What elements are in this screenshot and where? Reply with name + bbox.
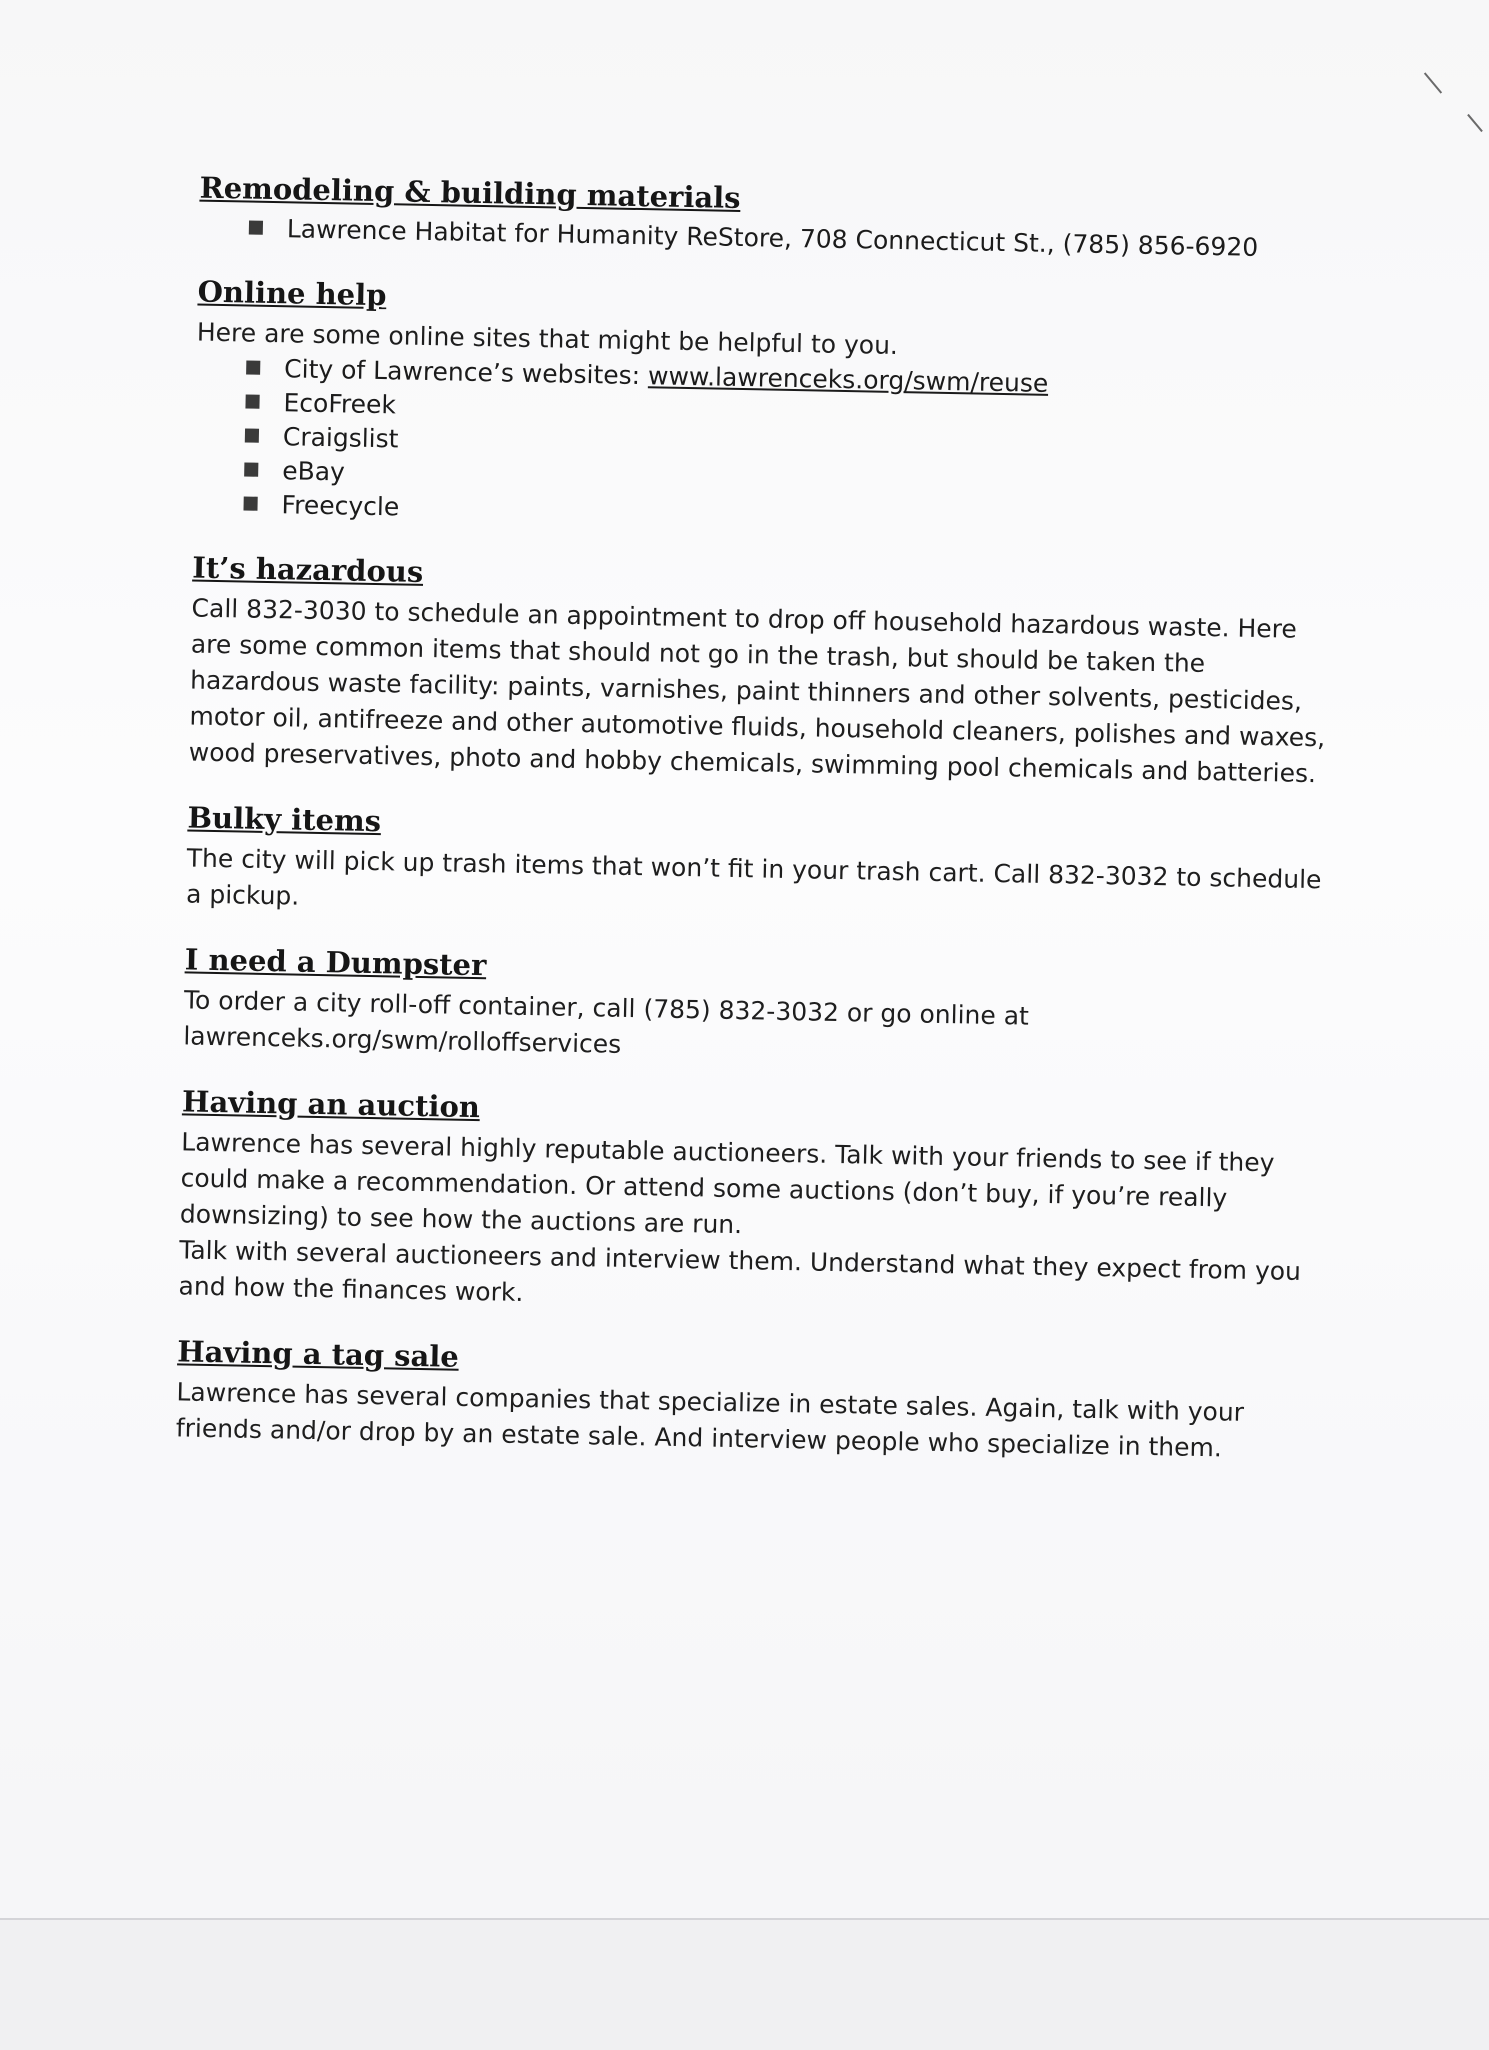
list-item: Freecycle: [243, 487, 1333, 542]
section-dumpster: [153, 942, 1325, 1076]
auction-text-2: Talk with several auctioneers and interview them. Understand what they expect from you and how the finances work.: [178, 1235, 1302, 1307]
heading-auction: Having an auction: [181, 1084, 481, 1125]
list-item: EcoFreek: [245, 385, 1335, 440]
list-item: eBay: [244, 453, 1334, 508]
online-help-list: [163, 350, 1336, 542]
heading-remodeling: Remodeling & building materials: [199, 170, 741, 215]
heading-bulky-items: Bulky items: [187, 800, 382, 839]
reuse-website-link[interactable]: www.lawrenceks.org/swm/reuse: [647, 361, 1049, 398]
section-tag-sale: [146, 1334, 1318, 1468]
dumpster-line-2: lawrenceks.org/swm/rolloffservices: [183, 1021, 622, 1059]
square-bullet-icon: [243, 496, 257, 510]
section-remodeling: [169, 170, 1340, 266]
section-auction: [148, 1084, 1322, 1326]
list-item: City of Lawrence’s websites: www.lawrenceks.org/swm/reuse: [246, 352, 1336, 407]
auction-text-1: Lawrence has several highly reputable auctioneers. Talk with your friends to see if they could make a recommendation. Or attend some auctions (don’t buy, if you’re really downsizing) to see how the auctions are run.: [179, 1127, 1275, 1240]
heading-dumpster: I need a Dumpster: [184, 942, 487, 983]
online-help-intro: Here are some online sites that might be helpful to you.: [196, 317, 899, 361]
list-item: Craigslist: [245, 419, 1335, 474]
square-bullet-icon: [246, 361, 260, 375]
heading-tag-sale: Having a tag sale: [176, 1334, 460, 1374]
bulky-text: The city will pick up trash items that won’t fit in your trash cart. Call 832-3032 to schedule a pickup.: [185, 843, 1322, 911]
square-bullet-icon: [245, 394, 259, 408]
heading-online-help: Online help: [197, 274, 387, 313]
square-bullet-icon: [244, 462, 258, 476]
section-bulky-items: [156, 800, 1328, 934]
list-item: Lawrence Habitat for Humanity ReStore, 708 Connecticut St., (785) 856-6920: [249, 212, 1339, 267]
section-online-help: [163, 274, 1338, 542]
square-bullet-icon: [249, 221, 263, 235]
scan-mark: [1424, 72, 1442, 93]
section-hazardous: [158, 550, 1332, 792]
hazardous-text: Call 832-3030 to schedule an appointment to drop off household hazardous waste. Here are some common items that should not go in the trash, but should be taken the hazardous waste facility: paints, varnishes, paint thinners and other solvents, pesticides, motor oil, antifreeze and other automotive fluids, household cleaners, polishes and waxes, wood preservatives, photo and hobby chemicals, swimming pool chemicals and batteries.: [188, 593, 1326, 789]
document-body: [145, 170, 1340, 1498]
heading-hazardous: It’s hazardous: [192, 550, 424, 589]
tag-sale-text: Lawrence has several companies that specialize in estate sales. Again, talk with your friends and/or drop by an estate sale. And interview people who specialize in them.: [175, 1377, 1245, 1463]
dumpster-line-1: To order a city roll-off container, call (785) 832-3032 or go online at: [183, 985, 1030, 1031]
scan-mark: [1467, 114, 1483, 132]
square-bullet-icon: [245, 428, 259, 442]
page-bottom-edge: [0, 1918, 1489, 2050]
